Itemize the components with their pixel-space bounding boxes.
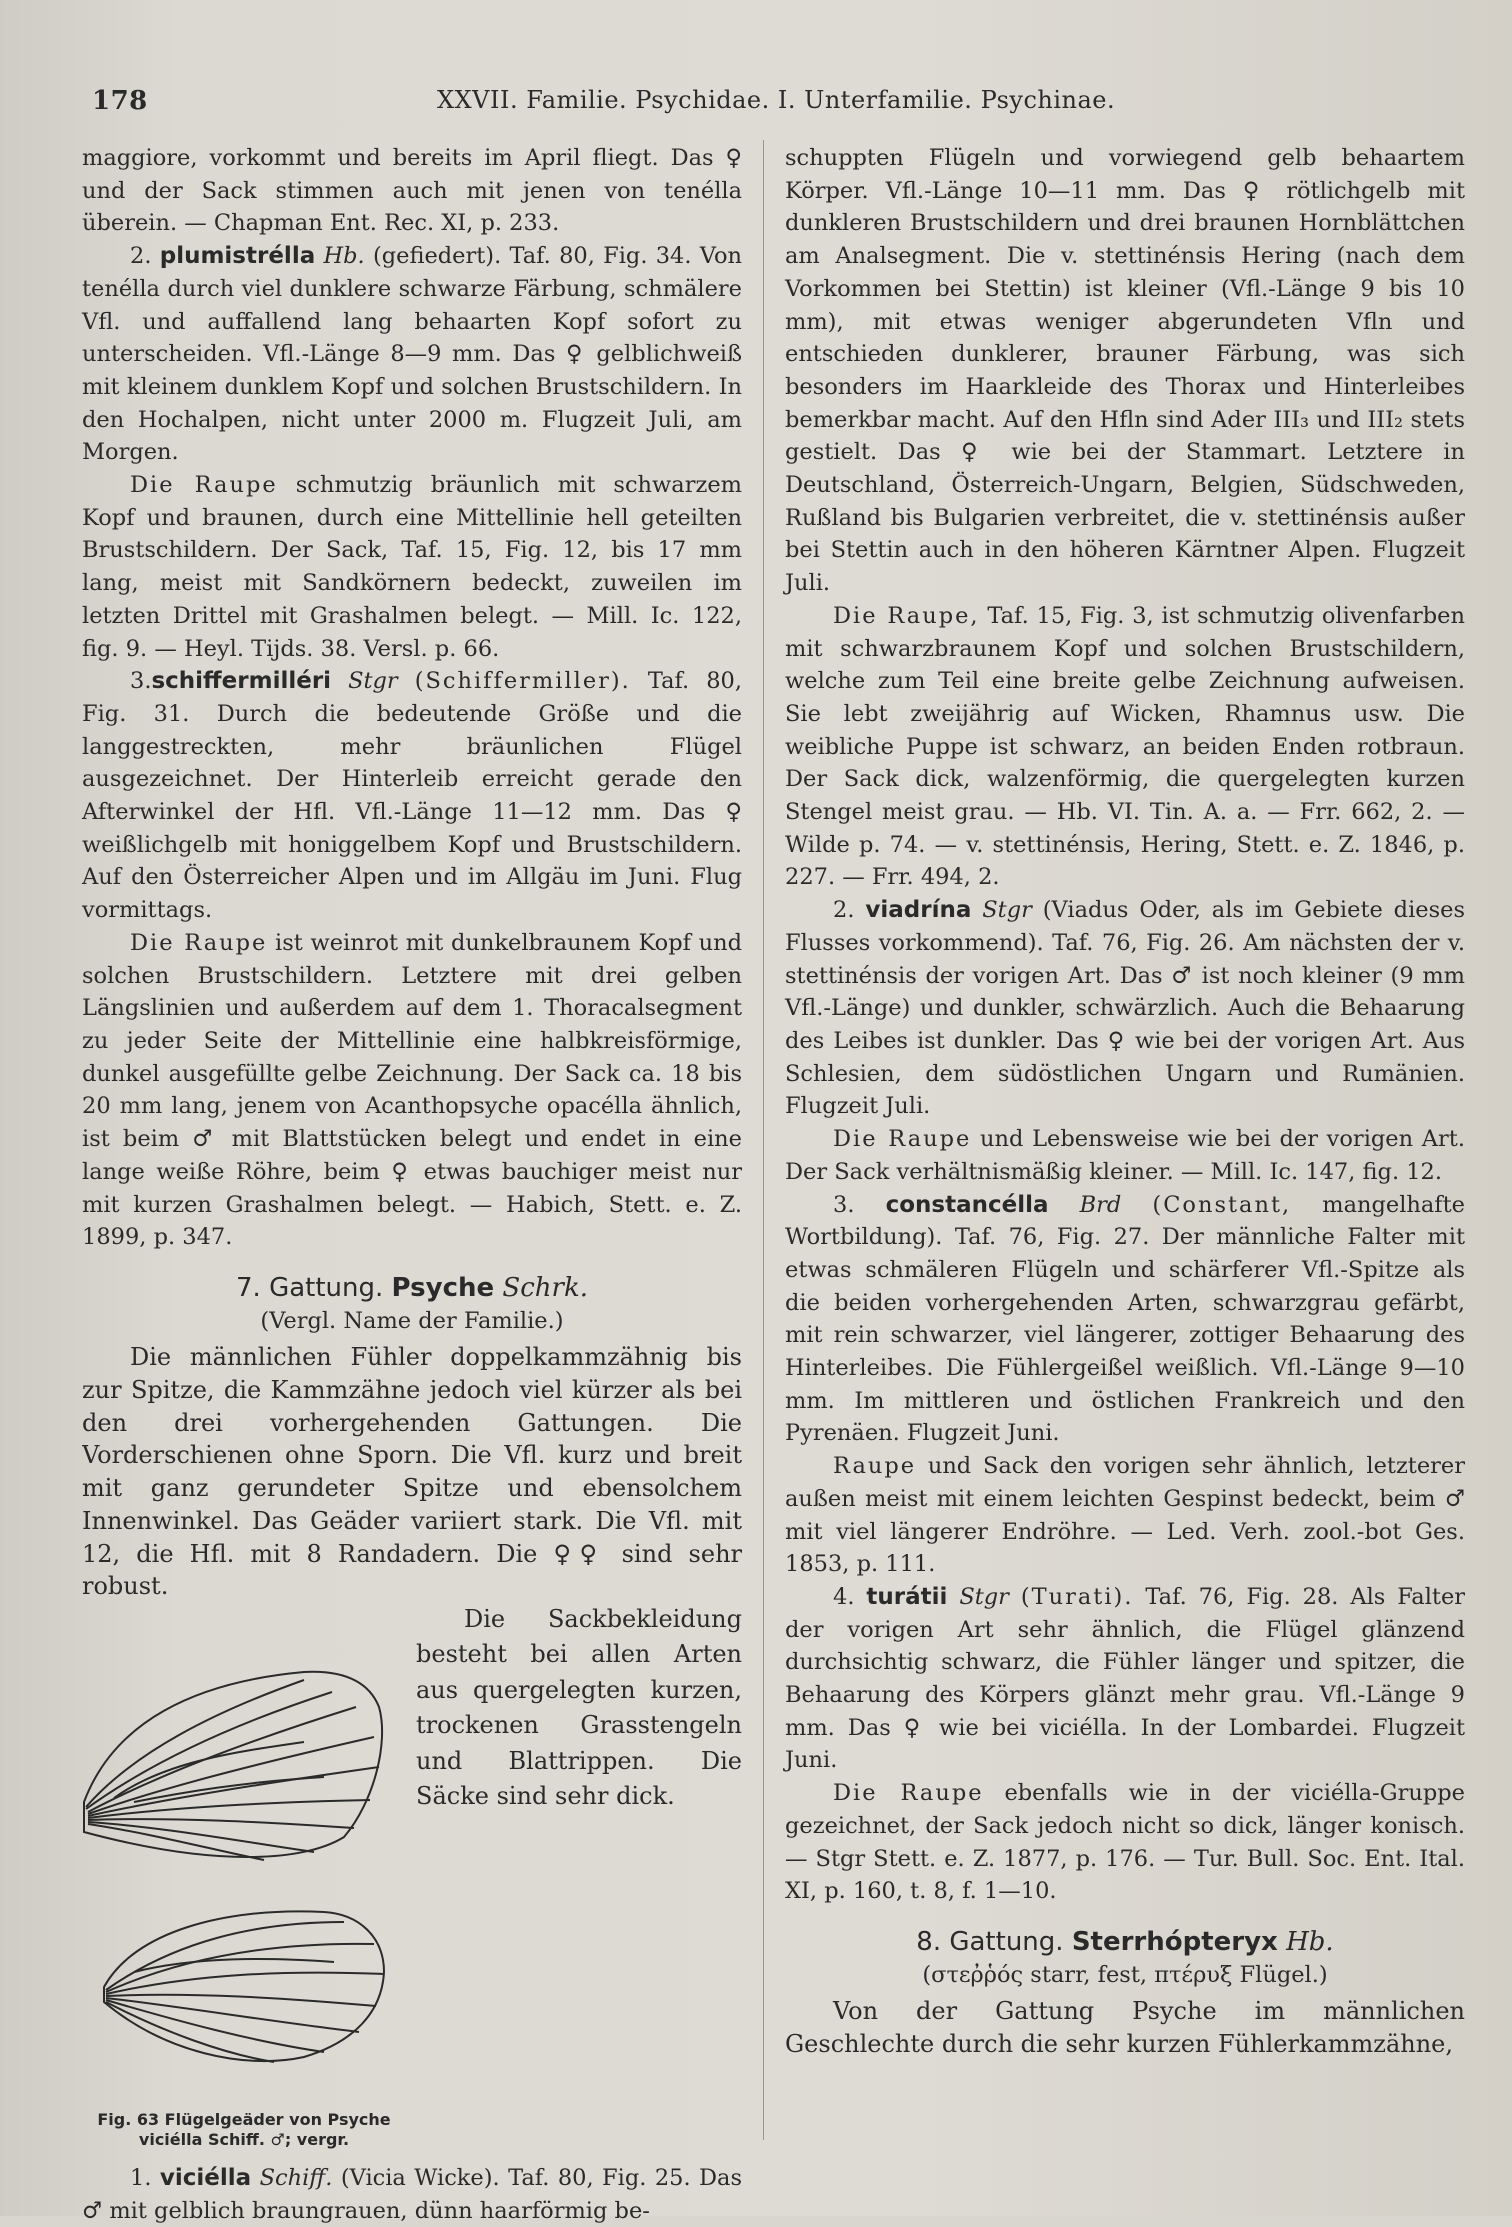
larva-text: Taf. 15, Fig. 3, ist schmutzig olivenfarben mit schwarzbraunem Kopf und solchen Brustschildern, welche zum Teil eine breite gelbe Zeichnung aufweisen. Sie lebt zweijährig auf Wicken, Rhamnus usw. Die weibliche Puppe ist schwarz, an beiden Enden rotbraun. Der Sack dick, walzenförmig, die quergelegten kurzen Stengel meist grau. — Hb. VI. Tin. A. a. — Frr. 662, 2. — Wilde p. 74. — v. stettinénsis, Hering, Stett. e. Z. 1846, p. 227. — Frr. 494, 2. (785, 602, 1465, 891)
larva-paragraph (785, 1450, 1465, 1581)
species-text: (Vicia Wicke). Taf. 80, Fig. 25. Das ♂ mit gelblich braungrauen, dünn haarförmig be- (82, 2164, 743, 2224)
species-entry (82, 240, 742, 469)
paragraph: maggiore, vorkommt und bereits im April fliegt. Das ♀ und der Sack stimmen auch mit jenen von tenélla überein. — Chapman Ent. Rec. XI, p. 233. (82, 145, 742, 237)
larva-text: schmutzig bräunlich mit schwarzem Kopf und braunen, durch eine Mittellinie hell geteilten Brustschildern. Der Sack, Taf. 15, Fig. 12, bis 17 mm lang, meist mit Sandkörnern bedeckt, zuweilen im letzten Drittel mit Grashalmen belegt. — Mill. Ic. 122, fig. 9. — Heyl. Tijds. 38. Versl. p. 66. (82, 472, 742, 662)
genus-author: Schrk. (502, 1272, 588, 1303)
larva-lead: Die Raupe (130, 929, 268, 956)
species-number: 1. (130, 2164, 152, 2191)
figure-caption: Fig. 63 Flügelgeäder von Psyche viciélla Schiff. ♂; vergr. (97, 2109, 391, 2149)
page-number: 178 (92, 86, 148, 116)
species-text: Taf. 76, Fig. 28. Als Falter der vorigen Art sehr ähnlich, die Flügel glänzend durchsichtig schwarz, die Fühler länger und spitzer, die Behaarung des Körpers glänzt mehr grau. Vfl.-Länge 9 mm. Das ♀ wie bei viciélla. In der Lombardei. Flugzeit Juni. (785, 1583, 1466, 1774)
figure-text-wrap (82, 1341, 742, 1603)
species-etymology: (Schiffermiller). (414, 668, 631, 695)
genus-subtitle: (στεῤῥός starr, fest, πτέρυξ Flügel.) (922, 1961, 1328, 1988)
species-name: viciélla (159, 2164, 252, 2191)
larva-text: und Lebensweise wie bei der vorigen Art. Der Sack verhältnismäßig kleiner. — Mill. Ic. 147, fig. 12. (785, 1126, 1465, 1185)
larva-text: und Sack den vorigen sehr ähnlich, letzterer außen meist mit einem leichten Gespinst bedeckt, beim ♂ mit viel längerer Endröhre. — Led. Verh. zool.-bot Ges. 1853, p. 111. (785, 1453, 1465, 1578)
figure-block (82, 1602, 742, 2162)
species-author: Stgr (348, 668, 398, 695)
paragraph: schuppten Flügeln und vorwiegend gelb behaartem Körper. Vfl.-Länge 10—11 mm. Das ♀ rötlichgelb mit dunkleren Brustschildern und drei braunen Hornblättchen am Analsegment. Die v. stettinénsis Hering (nach dem Vorkommen bei Stettin) ist kleiner (Vfl.-Länge 9 bis 10 mm), mit etwas weniger abgerundeten Vfln und entschieden dunklerer, brauner Färbung, was sich besonders im Haarkleide des Thorax und Hinterleibes bemerkbar macht. Auf den Hfln sind Ader III₃ und III₂ stets gestielt. Das ♀ wie bei der Stammart. Letztere in Deutschland, Österreich-Ungarn, Belgien, Südschweden, Rußland bis Bulgarien verbreitet, die v. stettinénsis außer bei Stettin auch in den höheren Kärntner Alpen. Flugzeit Juli. (785, 145, 1465, 597)
species-author: Schiff. (259, 2164, 333, 2191)
species-author: Brd (1079, 1191, 1122, 1218)
species-text: mangelhafte Wortbildung). Taf. 76, Fig. 27. Der männliche Falter mit etwas schmäleren Flügeln und schärferer Vfl.-Spitze als die beiden vorhergehenden Arten, schwarzgrau gefärbt, mit rein schwarzer, viel längerer, zottiger Behaarung des Hinterleibes. Die Fühlergeißel weißlich. Vfl.-Länge 9—10 mm. Im mittleren und östlichen Frankreich und den Pyrenäen. Flugzeit Juni. (785, 1191, 1465, 1447)
larva-lead: Die Raupe (130, 472, 278, 499)
genus-subtitle: (Vergl. Name der Familie.) (260, 1307, 564, 1334)
larva-text: ebenfalls wie in der viciélla-Gruppe gezeichnet, der Sack jedoch nicht so dick, länger konisch. — Stgr Stett. e. Z. 1877, p. 176. — Tur. Bull. Soc. Ent. Ital. XI, p. 160, t. 8, f. 1—10. (785, 1780, 1465, 1905)
species-text: Taf. 80, Fig. 31. Durch die bedeutende Größe und die langgestreckten, mehr bräunlichen Flügel ausgezeichnet. Der Hinterleib erreicht gerade den Afterwinkel der Hfl. Vfl.-Länge 11—12 mm. Das ♀ weißlichgelb mit honiggelbem Kopf und Brustschildern. Auf den Österreicher Alpen und im Allgäu im Juni. Flug vormittags. (82, 668, 742, 924)
species-number: 3. (130, 668, 152, 695)
species-name: constancélla (885, 1191, 1049, 1218)
species-name: schiffermilléri (151, 668, 332, 695)
larva-lead: Raupe (833, 1453, 917, 1480)
larva-text: ist weinrot mit dunkelbraunem Kopf und solchen Brustschildern. Letztere mit drei gelben Längslinien und außerdem auf dem 1. Thoracalsegment zu jeder Seite der Mittellinie eine halbkreisförmige, dunkel ausgefüllte gelbe Zeichnung. Der Sack ca. 18 bis 20 mm lang, jenem von Acanthopsyche opacélla ähnlich, ist beim ♂ mit Blattstücken belegt und endet in eine lange weiße Röhre, beim ♀ etwas bauchiger meist nur mit kurzen Grashalmen belegt. — Habich, Stett. e. Z. 1899, p. 347. (82, 929, 742, 1251)
species-author: Stgr (959, 1583, 1009, 1610)
larva-paragraph (785, 1777, 1465, 1908)
species-etymology: (Turati). (1020, 1583, 1134, 1610)
species-author: Hb. (323, 243, 365, 270)
species-number: 4. (833, 1583, 855, 1610)
species-entry (785, 1189, 1465, 1451)
larva-paragraph (82, 927, 742, 1254)
wing-venation-illustration (82, 1602, 404, 2102)
species-number: 2. (833, 897, 855, 924)
larva-lead: Die Raupe, (833, 602, 980, 629)
column-divider (763, 140, 764, 2140)
sack-description: Die Sackbekleidung besteht bei allen Arten aus quergelegten kurzen, trockenen Grasstengeln und Blattrippen. Die Säcke sind sehr dick. (416, 1604, 742, 1811)
genus-label: 8. Gattung. (916, 1926, 1064, 1957)
genus-heading (785, 1926, 1465, 1959)
right-column (785, 142, 1465, 2061)
genus-label: 7. Gattung. (236, 1272, 384, 1303)
genus-heading (82, 1272, 742, 1305)
species-name: plumistrélla (159, 243, 316, 270)
genus-author: Hb. (1286, 1926, 1334, 1957)
species-author: Stgr (982, 897, 1032, 924)
species-name: turátii (866, 1583, 948, 1610)
larva-paragraph (785, 600, 1465, 894)
species-etymology: (Constant, (1152, 1191, 1292, 1218)
species-number: 2. (130, 243, 152, 270)
running-title: XXVII. Familie. Psychidae. I. Unterfamilie. Psychinae. (437, 86, 1116, 114)
species-entry (82, 2162, 742, 2227)
genus-name: Sterrhópteryx (1071, 1926, 1278, 1957)
species-name: viadrína (865, 897, 972, 924)
running-header (92, 82, 1452, 122)
genus-description: Die männlichen Fühler doppelkammzähnig bis zur Spitze, die Kammzähne jedoch viel kürzer als bei den drei vorhergehenden Gattungen. Die Vorderschienen ohne Sporn. Die Vfl. kurz und breit mit ganz gerundeter Spitze und ebensolchem Innenwinkel. Das Geäder variiert stark. Die Vfl. mit 12, die Hfl. mit 8 Randadern. Die ♀♀ sind sehr robust. (82, 1343, 742, 1601)
genus-name: Psyche (391, 1272, 495, 1303)
larva-lead: Die Raupe (833, 1780, 984, 1807)
wing-venation-figure (82, 1602, 404, 2162)
species-entry (82, 665, 742, 927)
species-text: (gefiedert). Taf. 80, Fig. 34. Von tenélla durch viel dunklere schwarze Färbung, schmälere Vfl. und auffallend lang behaarten Kopf sofort zu unterscheiden. Vfl.-Länge 8—9 mm. Das ♀ gelblichweiß mit kleinem dunklem Kopf und solchen Brustschildern. In den Hochalpen, nicht unter 2000 m. Flugzeit Juli, am Morgen. (82, 243, 743, 466)
larva-lead: Die Raupe (833, 1126, 972, 1153)
species-entry (785, 894, 1465, 1123)
species-number: 3. (833, 1191, 855, 1218)
left-column (82, 142, 742, 2227)
larva-paragraph (785, 1123, 1465, 1188)
species-text: (Viadus Oder, als im Gebiete dieses Flusses vorkommend). Taf. 76, Fig. 26. Am nächsten der v. stettinénsis der vorigen Art. Das ♂ ist noch kleiner (9 mm Vfl.-Länge) und dunkler, schwärzlich. Auch die Behaarung des Leibes ist dunkler. Das ♀ wie bei der vorigen Art. Aus Schlesien, dem südöstlichen Ungarn und Rumänien. Flugzeit Juli. (785, 897, 1466, 1120)
larva-paragraph (82, 469, 742, 665)
genus-description: Von der Gattung Psyche im männlichen Geschlechte durch die sehr kurzen Fühlerkammzähne, (785, 1997, 1465, 2059)
species-entry (785, 1581, 1465, 1777)
